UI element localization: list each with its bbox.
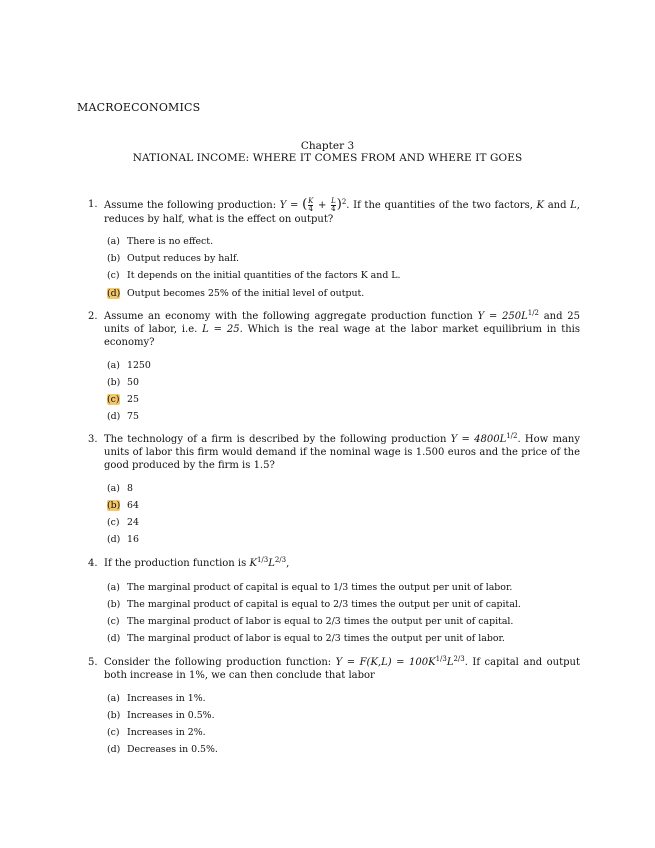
question-2 (88, 310, 580, 349)
option-3b: (b) 64 (107, 500, 139, 511)
option-5c: (c) Increases in 2%. (107, 727, 206, 738)
chapter-title: NATIONAL INCOME: WHERE IT COMES FROM AND WHERE IT GOES (132, 152, 523, 164)
answer-highlight: (b) (107, 500, 121, 511)
chapter-number: Chapter 3 (300, 140, 355, 152)
option-2c: (c) 25 (107, 394, 139, 405)
option-5d: (d) Decreases in 0.5%. (107, 744, 218, 755)
course-title: MACROECONOMICS (77, 101, 201, 114)
question-number: 2. (88, 311, 98, 322)
question-4 (88, 557, 580, 570)
option-3a: (a) 8 (107, 483, 133, 494)
question-number: 3. (88, 434, 98, 445)
answer-highlight: (d) (107, 288, 121, 299)
option-5a: (a) Increases in 1%. (107, 693, 206, 704)
option-2d: (d) 75 (107, 411, 139, 422)
option-1b: (b) Output reduces by half. (107, 253, 239, 264)
option-4c: (c) The marginal product of labor is equal to 2/3 times the output per unit of capital. (107, 616, 514, 627)
option-2a: (a) 1250 (107, 360, 151, 371)
question-stem: Consider the following production function: $Y = F(K,L) = 100K^{1/3}L^{2/3}$. If capital and output both increase in 1%, we can then conclude that labor (104, 655, 580, 681)
question-stem: If the production function is $K^{1/3}L^{2/3}$, (104, 556, 290, 569)
option-5b: (b) Increases in 0.5%. (107, 710, 215, 721)
option-3c: (c) 24 (107, 517, 139, 528)
question-number: 1. (88, 199, 98, 210)
option-4b: (b) The marginal product of capital is equal to 2/3 times the output per unit of capital. (107, 599, 521, 610)
option-1a: (a) There is no effect. (107, 236, 214, 247)
question-3 (88, 433, 580, 472)
option-3d: (d) 16 (107, 534, 139, 545)
question-stem: Assume an economy with the following aggregate production function $Y = 250L^{1/2}$ and 25 units of labor, i.e. L = 25. Which is the real wage at the labor market equilibrium in this economy? (104, 309, 580, 348)
question-stem: Assume the following production: Y = ( $\frac{K}{4}$ + $\frac{L}{4}$ )$^2$. If the quantities of the two factors, K and L, reduces by half, what is the effect on output? (104, 197, 580, 225)
question-number: 4. (88, 558, 98, 569)
question-stem: The technology of a firm is described by the following production $Y = 4800L^{1/2}$. How many units of labor this firm would demand if the nominal wage is 1.500 euros and the price of the good produced by the firm is 1.5? (104, 432, 580, 471)
question-number: 5. (88, 657, 98, 668)
question-1 (88, 198, 580, 226)
option-2b: (b) 50 (107, 377, 139, 388)
option-4d: (d) The marginal product of labor is equal to 2/3 times the output per unit of labor. (107, 633, 505, 644)
answer-highlight: (c) (107, 394, 120, 405)
option-1c: (c) It depends on the initial quantities of the factors K and L. (107, 270, 401, 281)
question-5 (88, 656, 580, 682)
option-4a: (a) The marginal product of capital is equal to 1/3 times the output per unit of labor. (107, 582, 513, 593)
option-1d: (d) Output becomes 25% of the initial level of output. (107, 288, 365, 299)
